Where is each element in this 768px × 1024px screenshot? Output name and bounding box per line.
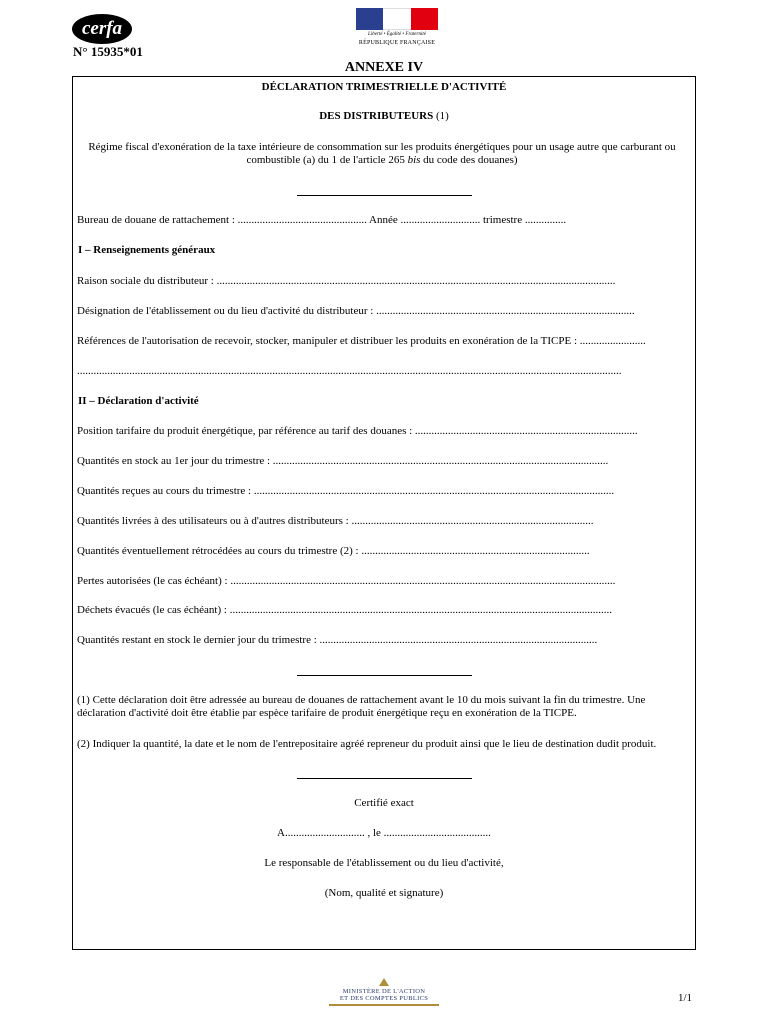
french-flag-icon <box>356 8 438 30</box>
footnote-2: (2) Indiquer la quantité, la date et le nom de l'entrepositaire agréé repreneur du produit ainsi que le lieu de destination dudit produit. <box>77 738 657 750</box>
certifie-exact: Certifié exact <box>354 797 414 809</box>
section-general-info: I – Renseignements généraux <box>78 244 216 256</box>
page-number: 1/1 <box>678 992 693 1004</box>
ministry-name-line2: ET DES COMPTES PUBLICS <box>339 995 429 1002</box>
ministry-underline <box>329 1004 439 1006</box>
regime-text-italic: bis <box>407 154 421 166</box>
separator-rule <box>297 778 472 779</box>
lieu-date-field[interactable]: A............................. , le ....................................... <box>277 827 491 839</box>
form-frame <box>72 76 696 950</box>
stock-fin-field[interactable]: Quantités restant en stock le dernier jour du trimestre : ..................................................................................................... <box>77 634 598 646</box>
ministry-emblem-icon <box>379 978 389 986</box>
separator-rule <box>297 195 472 196</box>
designation-field[interactable]: Désignation de l'établissement ou du lieu d'activité du distributeur : .............................................................................................. <box>77 305 635 317</box>
cerfa-logo: cerfa <box>72 14 132 44</box>
republique-francaise-logo <box>353 8 441 54</box>
form-subtitle <box>73 110 695 122</box>
form-subtitle-text: DES DISTRIBUTEURS <box>319 110 434 122</box>
references-continuation-field[interactable]: ...................................................................................................................................................................................................... <box>77 365 622 377</box>
regime-text-post: du code des douanes) <box>420 154 518 166</box>
rf-motto: Liberté • Égalité • Fraternité <box>368 32 426 37</box>
stock-debut-field[interactable]: Quantités en stock au 1er jour du trimestre : .......................................................................................................................... <box>77 455 609 467</box>
quantites-livrees-field[interactable]: Quantités livrées à des utilisateurs ou à d'autres distributeurs : ........................................................................................ <box>77 515 594 527</box>
bureau-field[interactable]: Bureau de douane de rattachement : ............................................... Année ............................. trimestre ............... <box>77 214 567 226</box>
form-title: DÉCLARATION TRIMESTRIELLE D'ACTIVITÉ <box>261 81 507 93</box>
separator-rule <box>297 675 472 676</box>
ministry-logo <box>322 978 446 1012</box>
cerfa-form-number: N° 15935*01 <box>73 44 143 59</box>
quantites-retrocedees-field[interactable]: Quantités éventuellement rétrocédées au cours du trimestre (2) : ................................................................................... <box>77 545 590 557</box>
raison-sociale-field[interactable]: Raison sociale du distributeur : ................................................................................................................................................. <box>77 275 616 287</box>
rf-name: RÉPUBLIQUE FRANÇAISE <box>358 40 436 46</box>
ministry-name-line1: MINISTÈRE DE L'ACTION <box>342 988 426 995</box>
regime-text-pre: Régime fiscal d'exonération de la taxe intérieure de consommation sur les produits énergétiques pour un usage autre que carburant ou combustible (a) du 1 de l'article 265 <box>88 141 676 166</box>
references-field[interactable]: Références de l'autorisation de recevoir, stocker, manipuler et distribuer les produits en exonération de la TICPE : ........................ <box>77 335 646 347</box>
pertes-field[interactable]: Pertes autorisées (le cas échéant) : ............................................................................................................................................ <box>77 575 616 587</box>
section-activity: II – Déclaration d'activité <box>78 395 199 407</box>
form-subtitle-note: (1) <box>433 110 449 122</box>
annex-title: ANNEXE IV <box>344 60 424 75</box>
signature-label: (Nom, qualité et signature) <box>324 887 444 899</box>
footnote-1: (1) Cette déclaration doit être adressée au bureau de douanes de rattachement avant le 10 du mois suivant la fin du trimestre. Une déclaration d'activité doit être établie par espèce tarifaire de produit énergétique reçu en exonération de la TICPE. <box>77 694 646 719</box>
dechets-field[interactable]: Déchets évacués (le cas échéant) : ........................................................................................................................................... <box>77 604 612 616</box>
quantites-recues-field[interactable]: Quantités reçues au cours du trimestre : ................................................................................................................................... <box>77 485 615 497</box>
responsable-label: Le responsable de l'établissement ou du lieu d'activité, <box>264 857 504 869</box>
regime-description <box>77 141 687 167</box>
position-tarifaire-field[interactable]: Position tarifaire du produit énergétique, par référence au tarif des douanes : ................................................................................. <box>77 425 638 437</box>
